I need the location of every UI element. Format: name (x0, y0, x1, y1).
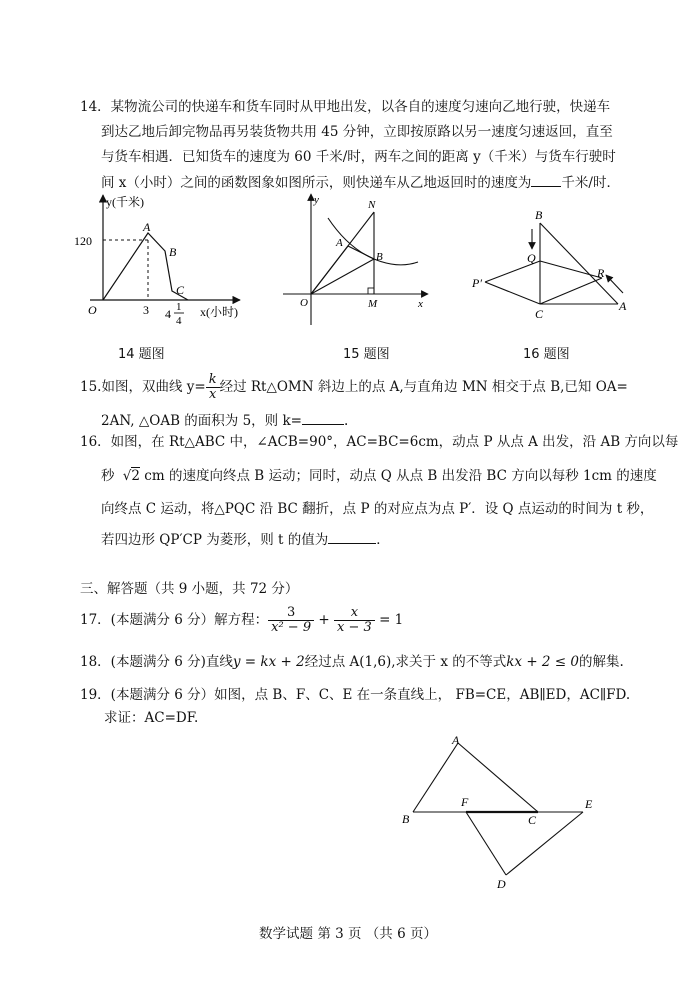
q15-line-2-end: . (343, 413, 349, 429)
q18-line (80, 652, 624, 672)
fig14-y-label: y(千米) (106, 195, 144, 209)
q14-line-4-text: 间 x（小时）之间的函数图象如图所示，则快递车从乙地返回时的速度为 (101, 175, 532, 191)
q15-fraction-den: x (208, 387, 217, 402)
fig14-point-c-label: C (176, 283, 185, 297)
q16-line-1: 16．如图，在 Rt△ABC 中，∠ACB=90°，AC=BC=6cm，动点 P 从点 A 出发，沿 AB 方向以每 (80, 434, 679, 450)
fig16-point-b-label: B (535, 208, 543, 222)
q16-line-4 (101, 529, 390, 550)
fig19-segment-de (506, 812, 583, 875)
fig14-y-tick-120: 120 (74, 234, 92, 248)
fig19-point-a-label: A (452, 733, 460, 747)
fig19-segment-fd (466, 812, 506, 875)
q15-line-1 (80, 372, 628, 402)
q14-line-3: 与货车相遇．已知货车的速度为 60 千米/时，两车之间的距离 y（千米）与货车行驶时 (101, 149, 616, 165)
fig16-segment-qr (540, 261, 602, 278)
q15-line-2 (101, 410, 348, 431)
fig16-point-q-label: Q (527, 251, 536, 265)
q17-fraction-2-den: x − 3 (337, 620, 372, 635)
fig14-point-b-label: B (169, 245, 177, 259)
fig15-point-b-label: B (376, 251, 383, 263)
q17-fraction-2 (334, 606, 375, 635)
fig15-segment-ob (311, 259, 374, 294)
q14-line-1: 14．某物流公司的快递车和货车同时从甲地出发，以各自的速度匀速向乙地行驶，快递车 (80, 99, 611, 115)
fig14-x-tick-frac-num: 1 (176, 301, 182, 313)
fig14-caption: 14 题图 (118, 347, 165, 362)
fig16-segment-rc (540, 278, 602, 304)
q15-line-1-text: 15.如图，双曲线 y= (80, 379, 206, 395)
q18-text-end: 的解集. (579, 654, 624, 670)
fig19-segment-ab (413, 743, 458, 812)
fig19-point-c-label: C (528, 813, 537, 827)
page-footer: 数学试题 第 3 页 （共 6 页） (259, 926, 437, 942)
fig15-point-a-label: A (336, 237, 343, 249)
q16-line-4-text: 若四边形 QP′CP 为菱形，则 t 的值为 (101, 532, 329, 548)
q16-line-3: 向终点 C 运动，将△PQC 沿 BC 翻折，点 P 的对应点为点 P′．设 Q 点运动的时间为 t 秒， (101, 501, 654, 517)
q17-fraction-1-num: 3 (268, 606, 314, 621)
q16-line-2 (101, 466, 657, 486)
fig16-segment-ppc (485, 282, 540, 304)
q19-line-1: 19．(本题满分 6 分）如图，点 B、F、C、E 在一条直线上， FB=CE，AB∥ED，AC∥FD. (80, 687, 631, 703)
fig16-point-p-prime-label: P′ (472, 276, 482, 290)
q17-rhs: = 1 (379, 612, 404, 628)
q15-fraction (206, 373, 220, 402)
q18-text-mid: 经过点 A(1,6),求关于 x 的不等式 (304, 654, 507, 670)
q16-sqrt-value: 2 (131, 468, 140, 484)
fig16-caption: 16 题图 (523, 347, 570, 362)
q15-line-1-rest: 经过 Rt△OMN 斜边上的点 A,与直角边 MN 相交于点 B,已知 OA= (219, 379, 628, 395)
fig14-origin-label: O (88, 303, 97, 317)
figure-14 (70, 190, 250, 330)
figure-15 (278, 190, 438, 325)
q17-text: 17．(本题满分 6 分）解方程： (80, 612, 269, 628)
q19-line-2: 求证：AC=DF. (104, 710, 199, 726)
q17-fraction-1 (268, 606, 314, 635)
q17-line (80, 602, 403, 638)
fig19-segment-ac (458, 743, 538, 812)
q18-equation: y = kx + 2 (232, 654, 305, 670)
fig19-point-e-label: E (585, 797, 593, 811)
fig19-point-d-label: D (497, 877, 506, 891)
fig19-point-f-label: F (461, 795, 469, 809)
fig16-segment-ba (540, 223, 618, 304)
fig15-y-label: y (314, 194, 319, 206)
q14-answer-blank (531, 172, 561, 187)
q15-answer-blank (302, 410, 344, 425)
figure-19 (395, 728, 605, 893)
q15-fraction-num: k (206, 373, 220, 388)
fig15-right-angle (368, 288, 374, 294)
q14-line-4-unit: 千米/时． (561, 175, 620, 191)
q16-line-4-end: ． (376, 532, 390, 548)
q17-fraction-2-num: x (334, 606, 375, 621)
section-3-title: 三、解答题（共 9 小题，共 72 分） (80, 581, 299, 597)
q17-plus: + (318, 612, 330, 628)
fig14-x-tick-3: 3 (143, 303, 149, 317)
fig14-x-label: x(小时) (200, 305, 238, 319)
q16-sqrt-sign: √ (122, 468, 132, 484)
q18-inequality: kx + 2 ≤ 0 (506, 654, 579, 670)
q16-answer-blank (328, 529, 376, 544)
fig19-point-b-label: B (402, 812, 410, 826)
fig15-origin-label: O (300, 297, 308, 309)
fig16-point-a-label: A (619, 299, 627, 313)
q15-line-2-text: 2AN, △OAB 的面积为 5，则 k= (101, 413, 302, 429)
fig16-point-c-label: C (535, 307, 544, 320)
fig14-x-tick-4: 4 (165, 307, 171, 321)
fig15-caption: 15 题图 (343, 347, 390, 362)
fig15-point-n-label: N (368, 199, 376, 211)
fig15-x-label: x (418, 298, 423, 310)
fig14-x-tick-frac-den: 4 (176, 315, 182, 327)
fig15-segment-oa (311, 246, 348, 294)
fig14-point-a-label: A (143, 220, 151, 234)
q16-line-2-rest: cm 的速度向终点 B 运动；同时，动点 Q 从点 B 出发沿 BC 方向以每秒 1cm 的速度 (144, 468, 657, 484)
q16-line-2-text: 秒 (101, 468, 115, 484)
q18-text: 18．(本题满分 6 分)直线 (80, 654, 233, 670)
figure-16 (468, 205, 638, 320)
fig16-point-r-label: R (597, 266, 605, 280)
fig15-point-m-label: M (368, 298, 378, 310)
fig16-arrow-r (606, 275, 623, 293)
q17-fraction-1-den: x² − 9 (271, 620, 312, 635)
q14-line-2: 到达乙地后卸完物品再另装货物共用 45 分钟，立即按原路以另一速度匀速返回，直至 (101, 124, 613, 140)
